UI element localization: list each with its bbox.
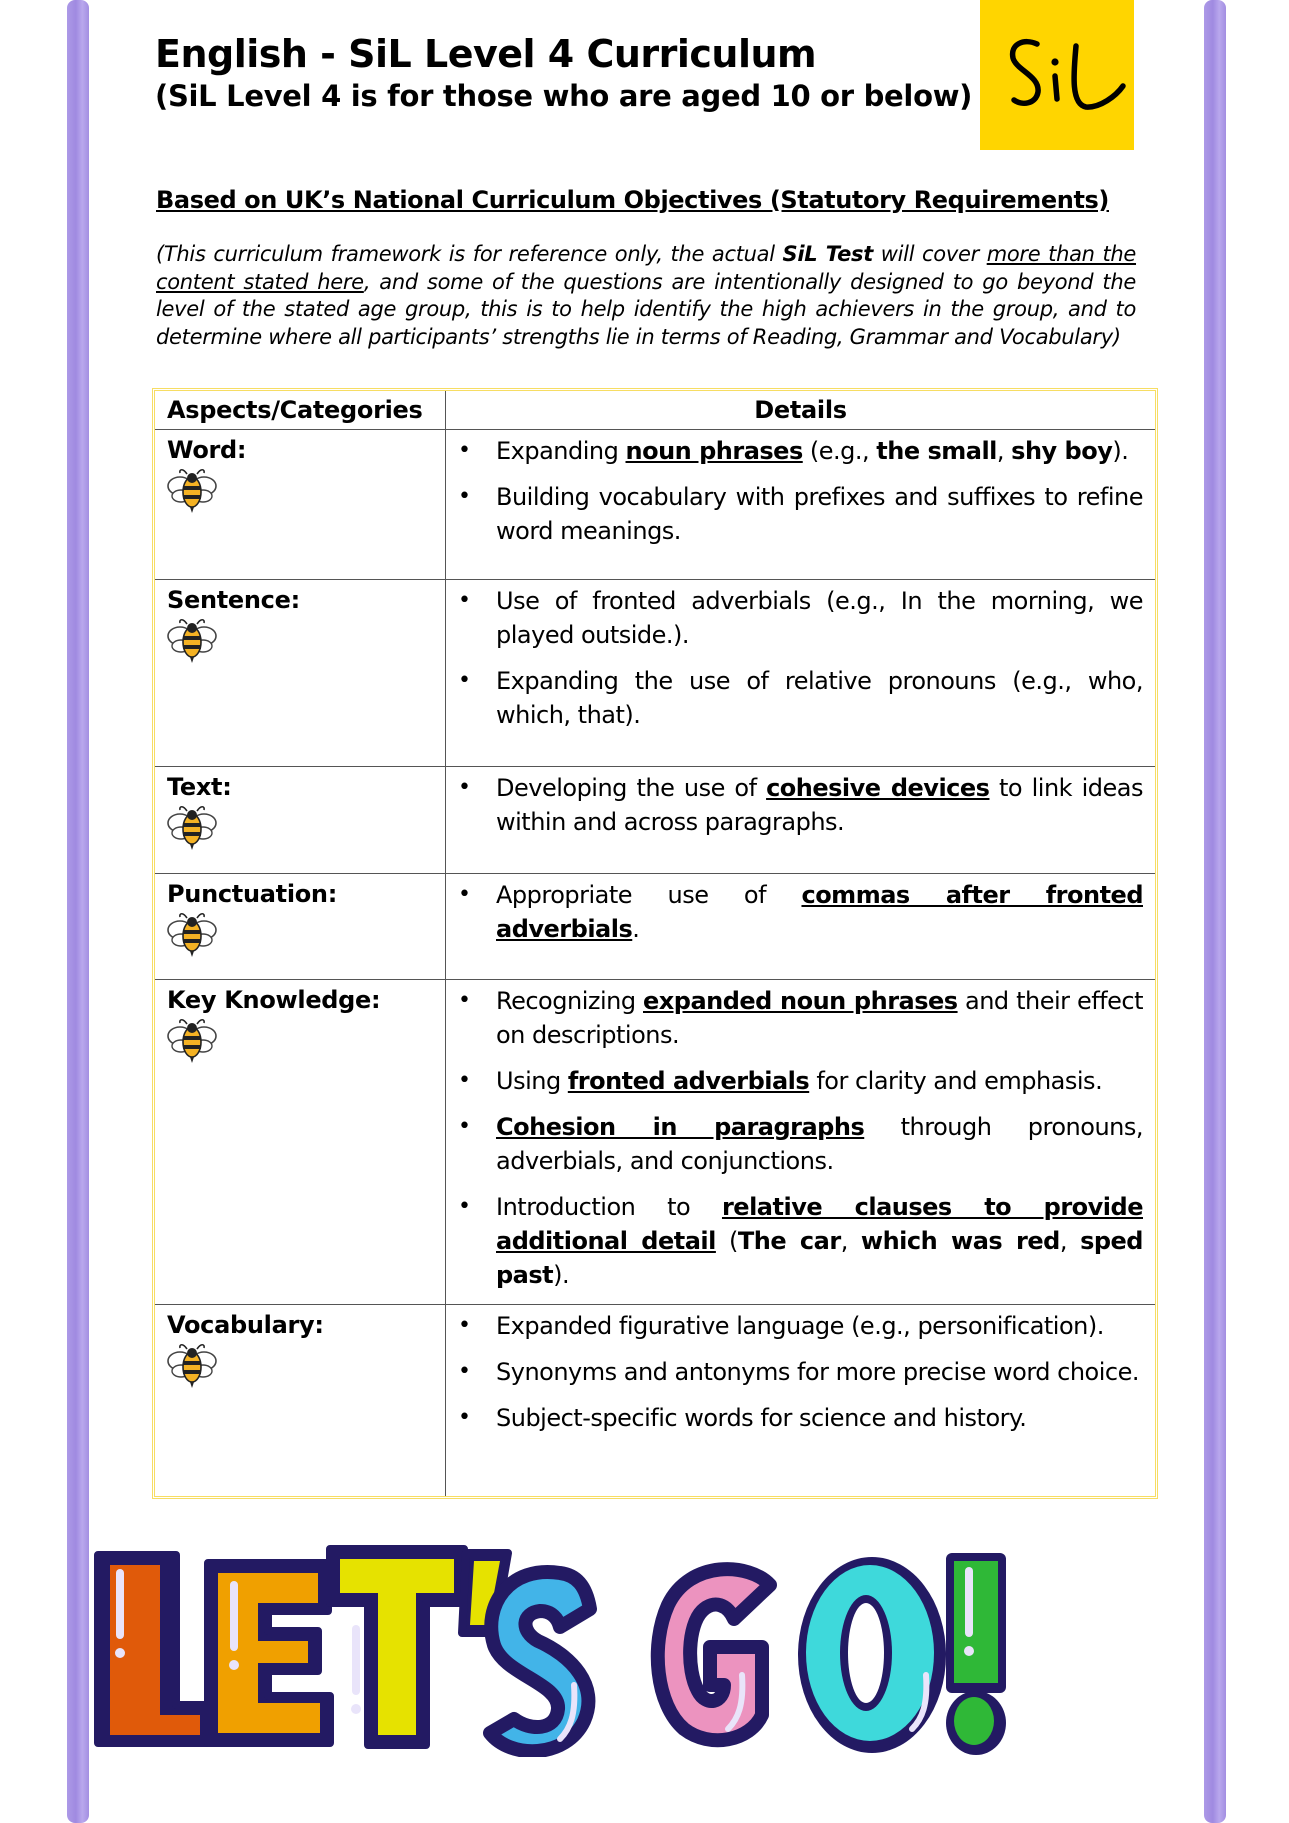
curriculum-basis-heading: Based on UK’s National Curriculum Objectives (Statutory Requirements) <box>156 186 1109 214</box>
item-text: Expanding <box>496 437 626 465</box>
banner-letter-O-hole <box>848 1603 884 1703</box>
banner-highlight <box>230 1581 238 1651</box>
page-title: English - SiL Level 4 Curriculum <box>155 32 817 76</box>
item-text: . <box>632 915 640 943</box>
details-cell <box>446 1305 1156 1496</box>
item-text: (e.g., <box>802 437 877 465</box>
details-list <box>446 984 1143 1292</box>
lets-go-banner <box>90 1535 1190 1757</box>
banner-highlight-dot <box>351 1704 361 1714</box>
banner-letter-G-fill <box>658 1569 770 1740</box>
bee-icon <box>165 910 445 964</box>
item-text: Synonyms and antonyms for more precise word choice. <box>496 1358 1139 1386</box>
item-text: , <box>840 1227 861 1255</box>
details-list <box>446 771 1143 839</box>
example-text: the small <box>876 437 997 465</box>
category-cell <box>155 430 446 580</box>
key-term: relative clauses to provide additional detail <box>496 1193 1143 1255</box>
item-text: Developing the use of <box>496 774 767 802</box>
details-cell <box>446 767 1156 874</box>
banner-letter-S <box>490 1572 590 1751</box>
banner-highlight-dot <box>115 1648 125 1658</box>
example-text: shy boy <box>1011 437 1113 465</box>
page-subtitle: (SiL Level 4 is for those who are aged 10 or below) <box>155 79 973 113</box>
example-text: The car <box>737 1227 841 1255</box>
header-categories: Aspects/Categories <box>155 391 446 430</box>
item-text: Subject-specific words for science and history. <box>496 1404 1027 1432</box>
table-row <box>155 430 1155 580</box>
category-label: Key Knowledge: <box>167 986 381 1014</box>
item-text: ). <box>1112 437 1129 465</box>
intro-text-2: will cover <box>872 242 987 266</box>
item-text: and their effect on descriptions. <box>496 987 1143 1049</box>
item-text: Building vocabulary with prefixes and suffixes to refine word meanings. <box>496 483 1143 545</box>
sil-logo-handwriting <box>980 0 1134 150</box>
category-cell <box>155 1305 446 1496</box>
banner-letter-E <box>208 1563 330 1743</box>
key-term: fronted adverbials <box>567 1067 810 1095</box>
list-item <box>446 984 1143 1052</box>
table-row <box>155 580 1155 767</box>
banner-letter-O <box>798 1557 946 1753</box>
list-item <box>446 434 1143 468</box>
key-term: commas after fronted adverbials <box>496 881 1143 943</box>
item-text: , <box>1059 1227 1081 1255</box>
header-details: Details <box>446 391 1156 430</box>
item-text: for clarity and emphasis. <box>809 1067 1103 1095</box>
bee-icon <box>165 1341 445 1395</box>
key-term: cohesive devices <box>766 774 990 802</box>
curriculum-table <box>155 391 1155 1496</box>
details-list <box>446 878 1143 946</box>
banner-letter-T <box>330 1549 464 1745</box>
list-item <box>446 480 1143 548</box>
banner-exclamation-dot-fill <box>954 1697 994 1745</box>
item-text: Recognizing <box>496 987 643 1015</box>
bee-icon <box>165 803 445 857</box>
banner-letter-S-fill <box>490 1572 590 1751</box>
list-item <box>446 1064 1143 1098</box>
table-row <box>155 767 1155 874</box>
example-text: which was red <box>860 1227 1060 1255</box>
details-cell <box>446 580 1156 767</box>
list-item <box>446 1190 1143 1292</box>
details-list <box>446 434 1143 548</box>
list-item <box>446 1110 1143 1178</box>
item-text: through pronouns, adverbials, and conjunctions. <box>496 1113 1143 1175</box>
item-text: Expanding the use of relative pronouns (e.g., who, which, that). <box>496 667 1143 729</box>
bee-icon <box>165 1016 445 1070</box>
sil-logo <box>980 0 1134 150</box>
bee-icon <box>165 466 445 520</box>
item-text: Expanded figurative language (e.g., personification). <box>496 1312 1104 1340</box>
details-cell <box>446 980 1156 1305</box>
category-cell <box>155 980 446 1305</box>
bee-icon <box>165 616 445 670</box>
category-cell <box>155 580 446 767</box>
intro-text-3: , and some of the questions are intentionally designed to go beyond the level of the stated age group, this is to help identify the high achievers in the group, and to determine where all participants’ strengths lie in terms of Reading, Grammar and Vocabulary) <box>156 269 1136 349</box>
details-list <box>446 584 1143 732</box>
left-decorative-stripe <box>67 0 89 1823</box>
key-term: noun phrases <box>625 437 803 465</box>
item-text: Appropriate use of <box>496 881 802 909</box>
key-term: Cohesion in paragraphs <box>496 1113 865 1141</box>
table-row <box>155 874 1155 980</box>
item-text: to link ideas within and across paragraphs. <box>496 774 1143 836</box>
intro-text-1: (This curriculum framework is for reference only, the actual <box>156 242 783 266</box>
category-label: Vocabulary: <box>167 1311 324 1339</box>
category-cell <box>155 874 446 980</box>
table-row <box>155 1305 1155 1496</box>
banner-highlight-dot <box>964 1646 974 1656</box>
category-label: Sentence: <box>167 586 300 614</box>
list-item <box>446 1309 1143 1343</box>
item-text: Using <box>496 1067 568 1095</box>
category-label: Punctuation: <box>167 880 338 908</box>
category-cell <box>155 767 446 874</box>
table-row <box>155 980 1155 1305</box>
banner-highlight-dot <box>229 1660 239 1670</box>
banner-letter-exclamation <box>946 1553 1006 1755</box>
item-text: ). <box>553 1261 570 1289</box>
right-decorative-stripe <box>1204 0 1226 1823</box>
details-cell <box>446 874 1156 980</box>
table-header-row <box>155 391 1155 430</box>
banner-highlight <box>965 1567 973 1637</box>
list-item <box>446 878 1143 946</box>
banner-highlight <box>116 1569 124 1639</box>
item-text: Introduction to <box>496 1193 722 1221</box>
category-label: Text: <box>167 773 232 801</box>
intro-test-name: SiL Test <box>782 242 873 266</box>
item-text: , <box>996 437 1012 465</box>
banner-highlight <box>352 1625 360 1695</box>
key-term: expanded noun phrases <box>643 987 958 1015</box>
intro-underlined: more than the content stated here <box>156 242 1137 294</box>
list-item <box>446 664 1143 732</box>
item-text: ( <box>715 1227 738 1255</box>
details-cell <box>446 430 1156 580</box>
list-item <box>446 771 1143 839</box>
banner-letter-G <box>658 1569 770 1740</box>
list-item <box>446 584 1143 652</box>
category-label: Word: <box>167 436 247 464</box>
list-item <box>446 1401 1143 1435</box>
intro-disclaimer <box>156 241 1136 351</box>
item-text: Use of fronted adverbials (e.g., In the morning, we played outside.). <box>496 587 1143 649</box>
list-item <box>446 1355 1143 1389</box>
banner-letter-L <box>98 1555 216 1743</box>
banner-exclamation-bar-fill <box>954 1561 998 1683</box>
example-text: sped past <box>496 1227 1143 1289</box>
details-list <box>446 1309 1143 1435</box>
